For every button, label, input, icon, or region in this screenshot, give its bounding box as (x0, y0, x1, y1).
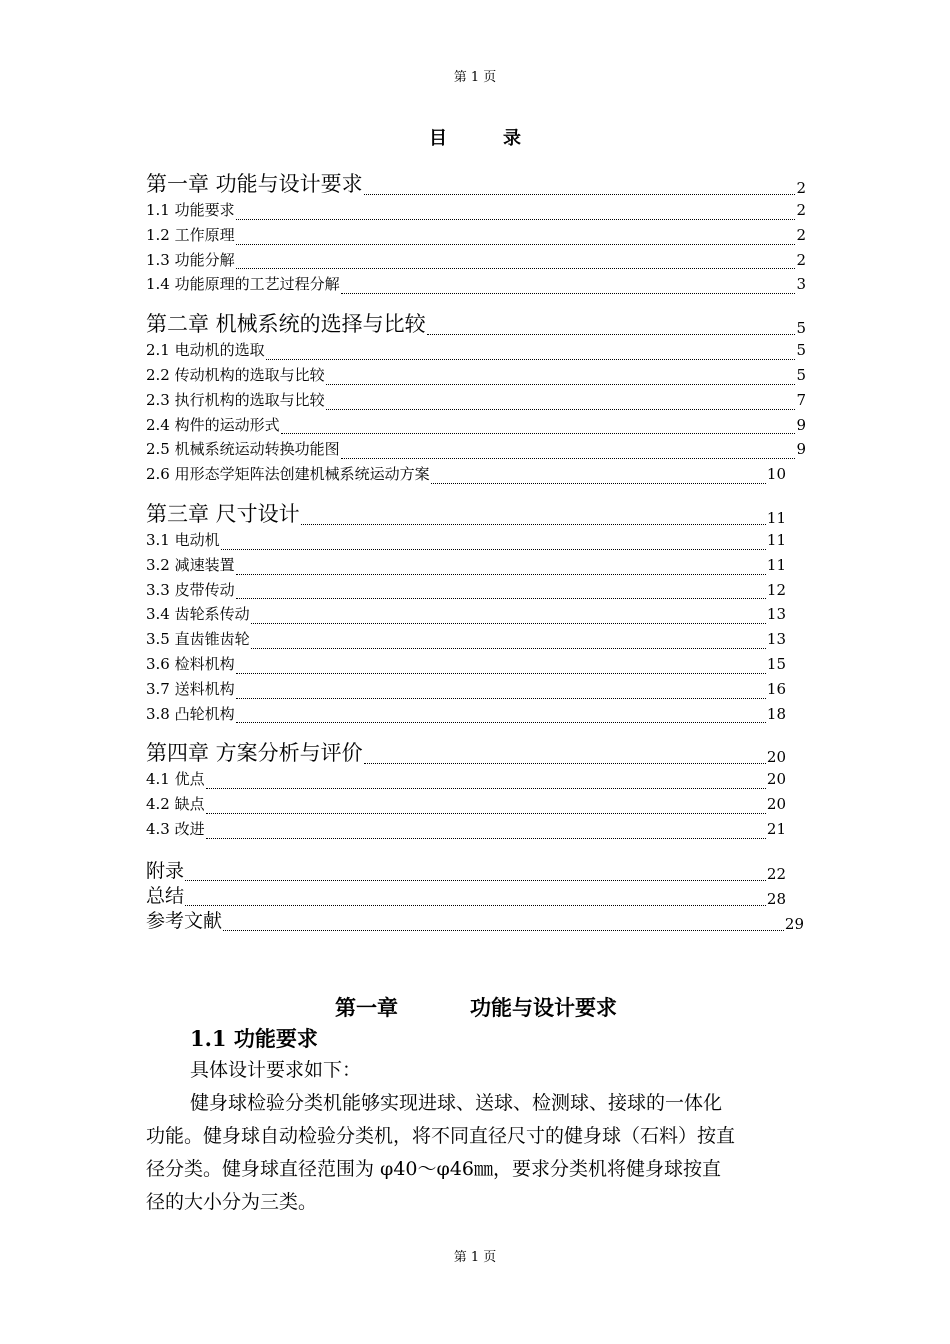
toc-entry[interactable] (146, 248, 806, 273)
toc-entry-label: 2.1 电动机的选取 (146, 341, 265, 360)
toc-leader (251, 608, 766, 624)
toc-page-number: 2 (796, 201, 806, 219)
toc-entry[interactable] (146, 413, 806, 438)
toc-entry[interactable] (146, 792, 786, 817)
toc-entry-label: 2.6 用形态学矩阵法创建机械系统运动方案 (146, 465, 430, 484)
toc-entry-label: 3.4 齿轮系传动 (146, 605, 250, 624)
toc-entry[interactable] (146, 338, 806, 363)
toc-entry[interactable] (146, 528, 786, 553)
toc-page-number: 9 (796, 440, 806, 459)
toc-leader (236, 707, 766, 723)
toc-entry-label: 2.4 构件的运动形式 (146, 415, 280, 434)
toc-entry[interactable] (146, 578, 786, 603)
toc-leader (206, 823, 766, 839)
toc-page-number: 13 (766, 630, 786, 649)
toc-entry[interactable] (146, 767, 786, 792)
toc-page-number: 20 (766, 795, 786, 814)
toc-leader (236, 583, 766, 599)
toc-page-number: 20 (766, 748, 786, 767)
toc-entry-label: 2.2 传动机构的选取与比较 (146, 365, 325, 384)
toc-leader (185, 886, 766, 906)
toc-title-char-2: 录 (503, 128, 521, 149)
toc-references[interactable] (146, 909, 804, 934)
toc-entry[interactable] (146, 553, 786, 578)
toc-entry-label: 4.2 缺点 (146, 795, 205, 814)
toc-leader (236, 253, 796, 269)
toc-leader (251, 633, 766, 649)
toc-page-number: 2 (796, 179, 806, 197)
chapter-number: 第一章 (335, 995, 398, 1020)
toc-page-number: 5 (796, 319, 806, 338)
toc-title-char-1: 目 (429, 128, 447, 149)
toc-leader (206, 798, 766, 814)
toc-page-number: 28 (766, 889, 786, 908)
toc-entry-label: 2.5 机械系统运动转换功能图 (146, 440, 340, 459)
toc-entry-label: 2.3 执行机构的选取与比较 (146, 390, 325, 409)
toc-entry-label: 1.4 功能原理的工艺过程分解 (146, 275, 340, 294)
toc-leader (236, 204, 796, 220)
toc-page-number: 13 (766, 605, 786, 624)
toc-summary[interactable] (146, 884, 786, 909)
toc-page-number: 16 (766, 679, 786, 698)
toc-entry-label: 3.2 减速装置 (146, 555, 235, 574)
toc-entry-label: 3.6 检料机构 (146, 654, 235, 673)
toc-leader (341, 278, 796, 294)
paragraph-line: 健身球检验分类机能够实现进球、送球、检测球、接球的一体化 (190, 1092, 723, 1114)
page-header: 第 1 页 (453, 70, 497, 85)
toc-page-number: 29 (784, 914, 804, 933)
toc-leader (364, 173, 796, 195)
toc-page-number: 10 (766, 465, 786, 484)
toc-page-number: 20 (766, 770, 786, 789)
toc-page-number: 11 (766, 555, 786, 574)
toc-appendix-label: 附录 (146, 859, 185, 882)
toc-entry[interactable] (146, 363, 806, 388)
toc-page-number: 2 (796, 250, 806, 269)
toc-leader (341, 443, 796, 459)
toc-chapter[interactable] (146, 170, 806, 198)
chapter-name: 功能与设计要求 (470, 995, 617, 1020)
toc-leader (326, 394, 796, 410)
lead-paragraph: 具体设计要求如下： (190, 1059, 362, 1081)
toc-leader (236, 658, 766, 674)
toc-appendix[interactable] (146, 859, 786, 884)
toc-entry[interactable] (146, 817, 786, 842)
toc-references-label: 参考文献 (146, 909, 223, 932)
body-content (146, 992, 806, 1219)
toc-entry[interactable] (146, 198, 806, 223)
toc-leader (266, 344, 796, 360)
toc-entry[interactable] (146, 677, 786, 702)
toc-page-number: 12 (766, 580, 786, 599)
toc-entry-label: 3.1 电动机 (146, 530, 220, 549)
toc-leader (236, 683, 766, 699)
paragraph-line: 功能。健身球自动检验分类机，将不同直径尺寸的健身球（石料）按直 (146, 1125, 736, 1147)
toc-entry[interactable] (146, 602, 786, 627)
toc-entry-label: 1.3 功能分解 (146, 250, 235, 269)
toc-leader (236, 229, 796, 245)
table-of-contents (146, 170, 806, 934)
page-footer: 第 1 页 (453, 1250, 497, 1265)
toc-leader (185, 861, 766, 881)
toc-leader (427, 313, 796, 335)
toc-entry-label: 4.1 优点 (146, 770, 205, 789)
toc-page-number: 15 (766, 654, 786, 673)
toc-chapter-label: 第三章 尺寸设计 (146, 501, 300, 526)
toc-chapter[interactable] (146, 310, 806, 338)
toc-entry[interactable] (146, 223, 806, 248)
toc-entry-label: 1.2 工作原理 (146, 225, 235, 244)
toc-entry[interactable] (146, 437, 806, 462)
toc-entry-label: 3.7 送料机构 (146, 679, 235, 698)
toc-leader (223, 911, 784, 931)
toc-chapter-label: 第一章 功能与设计要求 (146, 172, 363, 196)
toc-page-number: 11 (766, 530, 786, 549)
section-heading: 1.1 功能要求 (190, 1026, 318, 1051)
toc-entry[interactable] (146, 272, 806, 297)
toc-page-number: 21 (766, 819, 786, 838)
toc-leader (221, 534, 766, 550)
toc-page-number: 5 (796, 341, 806, 360)
toc-page-number: 11 (766, 508, 786, 527)
toc-chapter-label: 第四章 方案分析与评价 (146, 741, 363, 766)
toc-leader (301, 503, 766, 525)
toc-page-number: 2 (796, 225, 806, 244)
toc-page-number: 3 (796, 275, 806, 294)
toc-entry[interactable] (146, 702, 786, 727)
toc-entry-label: 3.5 直齿锥齿轮 (146, 630, 250, 649)
toc-page-number: 9 (796, 415, 806, 434)
toc-summary-label: 总结 (146, 884, 185, 907)
toc-entry-label: 1.1 功能要求 (146, 201, 235, 219)
toc-entry[interactable] (146, 652, 786, 677)
paragraph-line: 径分类。健身球直径范围为 φ40～φ46㎜，要求分类机将健身球按直 (146, 1158, 722, 1180)
toc-leader (431, 468, 766, 484)
toc-chapter-label: 第二章 机械系统的选择与比较 (146, 312, 426, 337)
toc-leader (281, 418, 796, 434)
toc-leader (236, 559, 766, 575)
chapter-heading (146, 992, 806, 1024)
toc-page-number: 7 (796, 390, 806, 409)
toc-entry-label: 3.8 凸轮机构 (146, 704, 235, 723)
toc-entry[interactable] (146, 388, 806, 413)
toc-leader (364, 742, 766, 764)
toc-leader (206, 773, 766, 789)
toc-entry-label: 4.3 改进 (146, 819, 205, 838)
toc-title (0, 124, 950, 150)
toc-page-number: 22 (766, 864, 786, 883)
paragraph-line: 径的大小分为三类。 (146, 1191, 318, 1213)
toc-page-number: 18 (766, 704, 786, 723)
toc-entry[interactable] (146, 627, 786, 652)
toc-chapter[interactable] (146, 739, 786, 767)
toc-entry-label: 3.3 皮带传动 (146, 580, 235, 599)
toc-page-number: 5 (796, 365, 806, 384)
toc-chapter[interactable] (146, 500, 786, 528)
toc-entry[interactable] (146, 462, 786, 487)
toc-leader (326, 369, 796, 385)
